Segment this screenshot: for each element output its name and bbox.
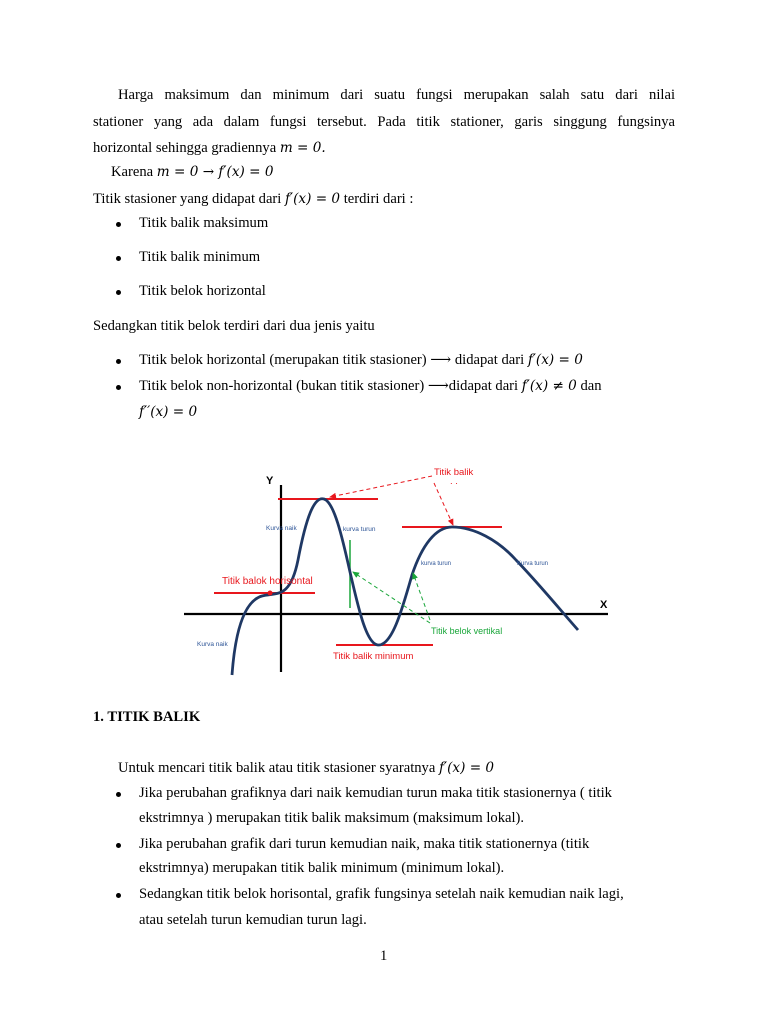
intro-line-3-text: horizontal sehingga gradiennya [93, 140, 277, 156]
belok-item-2-text: Titik belok non-horizontal (bukan titik stasioner) ⟶didapat dari [139, 378, 519, 394]
karena-text: Karena [111, 164, 154, 180]
karena-math: m = 0 → f′(x) = 0 [156, 164, 274, 180]
label-kurva-turun-1: kurva turun [343, 526, 376, 533]
bullet [116, 893, 121, 898]
label-kurva-turun-2: kurva turun [421, 561, 452, 567]
bullet [116, 792, 121, 797]
intro-line-1: Harga maksimum dan minimum dari suatu fungsi merupakan salah satu dari nilai [118, 87, 675, 103]
belok-item-2-math: f′(x) ≠ 0 [521, 378, 577, 394]
stasioner-lead-text: Titik stasioner yang didapat dari [93, 191, 282, 207]
belok-item-1 [139, 351, 583, 369]
label-kurva-naik-top: Kurva naik [266, 525, 297, 532]
stasioner-lead-math: f′(x) = 0 [285, 191, 341, 207]
label-titik-balik-minimum: Titik balik minimum [333, 651, 414, 662]
stasioner-lead [93, 190, 413, 208]
stationary-points-diagram [180, 455, 620, 685]
stasioner-item-2: Titik balik minimum [139, 249, 261, 265]
label-kurva-turun-3: Kurva turun [517, 561, 549, 567]
belok-item-2 [139, 377, 602, 395]
stasioner-item-3: Titik belok horizontal [139, 283, 266, 299]
bullet [116, 843, 121, 848]
belok-item-2-cont [139, 403, 197, 421]
inflection-point-dot [268, 591, 273, 596]
section-1-lead-math: f′(x) = 0 [439, 760, 495, 776]
page-number: 1 [380, 948, 388, 964]
bullet [116, 256, 121, 261]
belok-item-1-math: f′(x) = 0 [527, 352, 583, 368]
belok-item-1-text: Titik belok horizontal (merupakan titik stasioner) ⟶ didapat dari [139, 352, 525, 368]
stasioner-item-1: Titik balik maksimum [139, 215, 269, 231]
section-1-b2-line-1: Jika perubahan grafik dari turun kemudian naik, maka titik stationernya (titik [139, 836, 590, 852]
label-titik-belok-horisontal: Titik balok horisontal [222, 576, 313, 587]
karena-line [111, 163, 273, 181]
x-axis-label: X [600, 599, 608, 611]
y-axis-label: Y [266, 475, 274, 487]
arrow-to-inflection-1 [353, 572, 430, 623]
label-kurva-naik-bottom: Kurva naik [197, 641, 228, 648]
label-titik-belok-vertikal: Titik belok vertikal [431, 626, 503, 636]
section-1-heading: 1. TITIK BALIK [93, 709, 201, 725]
intro-line-3-math: m = 0. [279, 140, 326, 156]
section-1-b3-line-2: atau setelah turun kemudian turun lagi. [139, 912, 367, 928]
arrow-to-local-max [434, 483, 453, 525]
section-1-lead-text: Untuk mencari titik balik atau titik stasioner syaratnya [118, 760, 436, 776]
section-1-b1-line-2: ekstrimnya ) merupakan titik balik maksimum (maksimum lokal). [139, 810, 525, 826]
belok-item-2-and: dan [580, 378, 602, 394]
arrow-to-maximum [330, 476, 432, 497]
belok-lead: Sedangkan titik belok terdiri dari dua jenis yaitu [93, 318, 375, 334]
bullet [116, 359, 121, 364]
section-1-b3-line-1: Sedangkan titik belok horisontal, grafik fungsinya setelah naik kemudian naik lagi, [139, 886, 624, 902]
belok-item-2-math2: f′′(x) = 0 [139, 404, 198, 420]
label-titik-balik: Titik balik [434, 467, 474, 478]
intro-line-2: stationer yang ada dalam fungsi tersebut. Pada titik stationer, garis singgung fungsinya [93, 114, 675, 130]
stasioner-lead-tail: terdiri dari : [343, 191, 414, 207]
bullet [116, 222, 121, 227]
bullet [116, 385, 121, 390]
intro-line-3 [93, 139, 326, 157]
label-titik-balik-dots: . . [450, 476, 458, 487]
section-1-lead [118, 759, 494, 777]
section-1-b2-line-2: ekstrimnya) merupakan titik balik minimum (minimum lokal). [139, 860, 505, 876]
section-1-b1-line-1: Jika perubahan grafiknya dari naik kemudian turun maka titik stasionernya ( titik [139, 785, 612, 801]
bullet [116, 290, 121, 295]
